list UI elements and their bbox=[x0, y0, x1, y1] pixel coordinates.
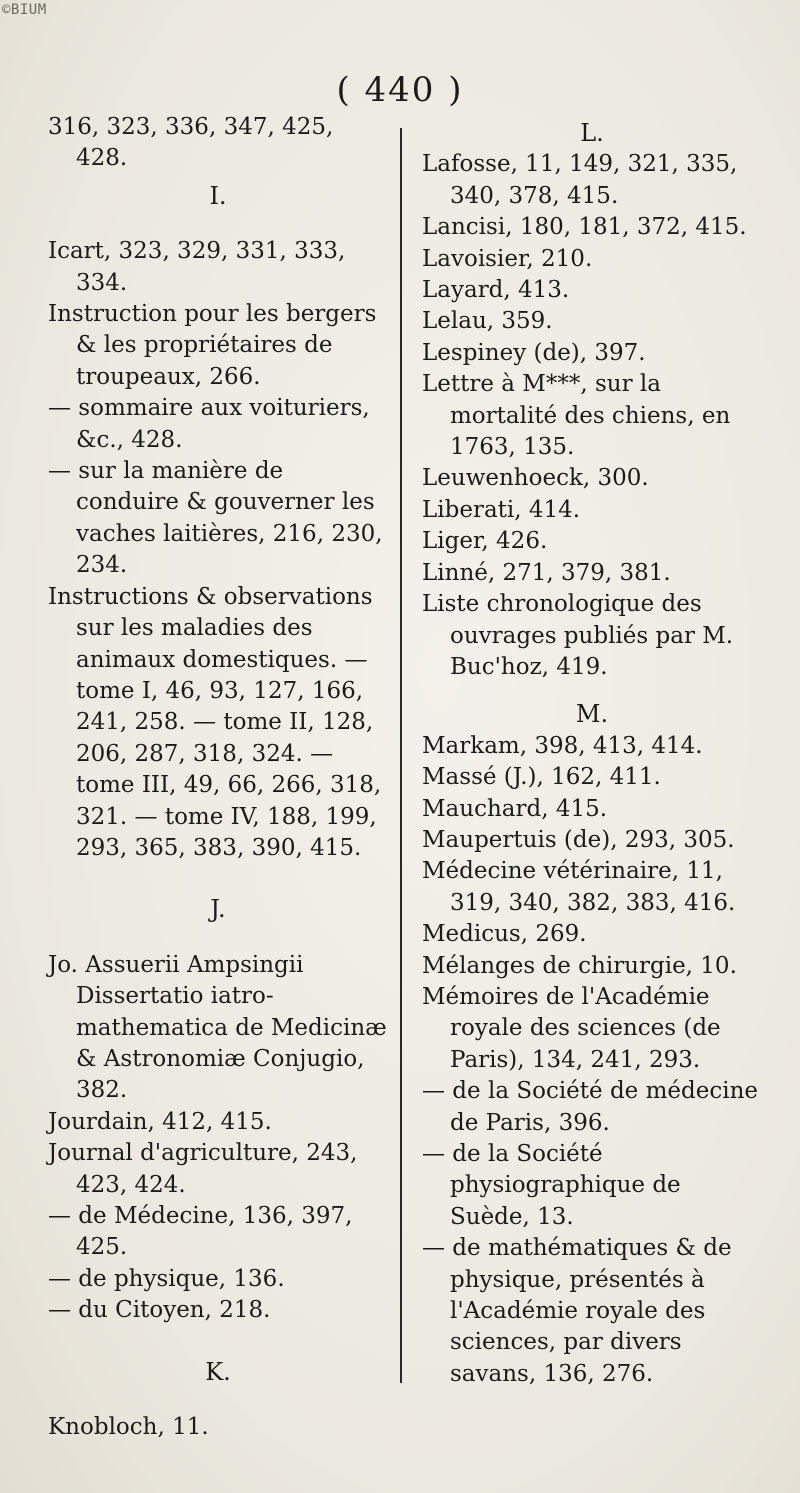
index-entry: Médecine vétérinaire, 11, 319, 340, 382, 383, 416. bbox=[422, 858, 736, 916]
index-column-right bbox=[422, 112, 762, 1390]
index-entry: Leuwenhoeck, 300. bbox=[422, 465, 649, 492]
page-number: ( 440 ) bbox=[336, 70, 464, 110]
index-entry: Maupertuis (de), 293, 305. bbox=[422, 826, 735, 853]
section-letter: I. bbox=[209, 181, 227, 210]
index-entry: — de la Société de médecine de Paris, 396. bbox=[422, 1078, 759, 1136]
index-entry: Icart, 323, 329, 331, 333, 334. bbox=[48, 238, 346, 296]
index-entry: Liberati, 414. bbox=[422, 496, 581, 523]
index-entry: — sommaire aux voituriers, &c., 428. bbox=[48, 395, 370, 453]
index-entry: Lafosse, 11, 149, 321, 335, 340, 378, 415. bbox=[422, 151, 738, 209]
index-entry: Mélanges de chirurgie, 10. bbox=[422, 952, 737, 979]
index-entry: Jo. Assuerii Ampsingii Dissertatio iatro-mathematica de Medicinæ & Astronomiæ Conjugio, 382. bbox=[48, 951, 387, 1104]
index-entry: Liger, 426. bbox=[422, 528, 548, 555]
index-entry: Lavoisier, 210. bbox=[422, 245, 593, 272]
index-entry: Linné, 271, 379, 381. bbox=[422, 559, 671, 586]
index-entry: Markam, 398, 413, 414. bbox=[422, 732, 703, 759]
index-column-left bbox=[48, 112, 388, 1443]
index-entry: — du Citoyen, 218. bbox=[48, 1297, 271, 1324]
index-entry: Lespiney (de), 397. bbox=[422, 339, 646, 366]
index-entry: Layard, 413. bbox=[422, 277, 570, 304]
index-entry: — sur la manière de conduire & gouverner les vaches laitières, 216, 230, 234. bbox=[48, 458, 383, 579]
index-entry: Mauchard, 415. bbox=[422, 795, 608, 822]
index-entry: Lettre à M***, sur la mortalité des chiens, en 1763, 135. bbox=[422, 371, 731, 461]
index-entry: — de Médecine, 136, 397, 425. bbox=[48, 1203, 353, 1261]
index-entry: Massé (J.), 162, 411. bbox=[422, 764, 661, 791]
section-letter: M. bbox=[575, 700, 609, 729]
index-entry: — de physique, 136. bbox=[48, 1265, 285, 1292]
index-entry: Journal d'agriculture, 243, 423, 424. bbox=[48, 1140, 358, 1198]
index-entry: Jourdain, 412, 415. bbox=[48, 1108, 272, 1135]
index-entry: Lancisi, 180, 181, 372, 415. bbox=[422, 214, 747, 241]
index-entry: Mémoires de l'Académie royale des sciences (de Paris), 134, 241, 293. bbox=[422, 983, 721, 1073]
index-entry: Liste chronologique des ouvrages publiés par M. Buc'hoz, 419. bbox=[422, 591, 734, 680]
index-entry: Instruction pour les bergers & les propriétaires de troupeaux, 266. bbox=[48, 301, 377, 390]
index-entry: Instructions & observations sur les maladies des animaux domestiques. — tome I, 46, 93, 127, 166, 241, 258. — tome II, 128, 206, 287, 318, 324. — tome III, 49, 66, 266, 318, 321. — tome IV, 188, 199, 293, 365, 383, 390, 415. bbox=[48, 583, 382, 861]
library-watermark: ©BIUM bbox=[2, 2, 47, 18]
index-entry: Medicus, 269. bbox=[422, 921, 587, 948]
index-entry: — de mathématiques & de physique, présentés à l'Académie royale des sciences, par divers savans, 136, 276. bbox=[422, 1235, 732, 1387]
index-entry: Knobloch, 11. bbox=[48, 1414, 209, 1441]
section-letter: L. bbox=[580, 119, 604, 147]
column-divider bbox=[400, 128, 402, 1383]
index-entry: Lelau, 359. bbox=[422, 308, 553, 335]
index-entry: 316, 323, 336, 347, 425, 428. bbox=[48, 114, 334, 172]
section-letter: J. bbox=[210, 895, 226, 924]
section-letter: K. bbox=[205, 1357, 231, 1386]
index-entry: — de la Société physiographique de Suède, 13. bbox=[422, 1141, 681, 1230]
